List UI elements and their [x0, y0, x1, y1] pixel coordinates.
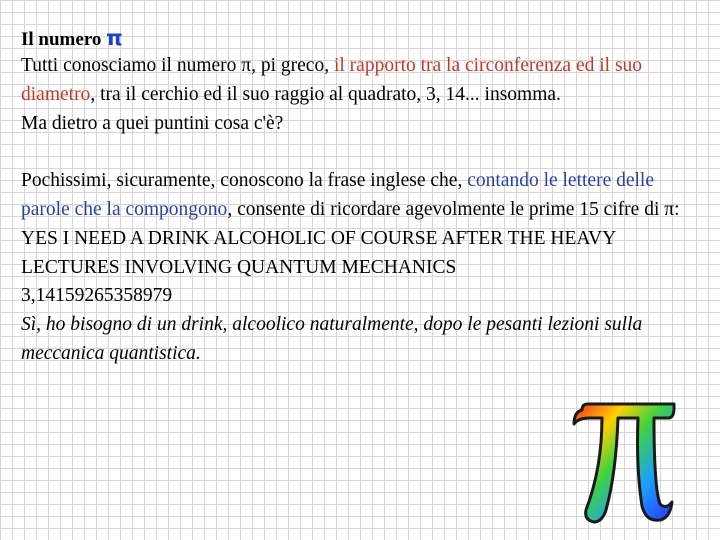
mnemonic-paragraph	[21, 167, 701, 225]
slide-title	[21, 24, 701, 52]
mnemonic-highlight: contando le lettere delle parole che la compongono	[21, 170, 655, 220]
mnemonic-text-end: , consente di ricordare agevolmente le prime 15 cifre di π:	[227, 198, 680, 220]
pi-digits: 3,14159265358979	[21, 285, 173, 307]
slide-content	[21, 24, 701, 369]
rainbow-pi-icon	[568, 398, 678, 528]
italian-translation: Sì, ho bisogno di un drink, alcoolico naturalmente, dopo le pesanti lezioni sulla meccanica quantistica.	[21, 314, 643, 364]
english-phrase: YES I NEED A DRINK ALCOHOLIC OF COURSE AFTER THE HEAVY LECTURES INVOLVING QUANTUM MECHANICS	[21, 227, 616, 278]
title-text: Il numero	[21, 29, 102, 50]
intro-highlight: il rapporto tra la circonferenza ed il suo diametro	[21, 55, 643, 105]
mnemonic-text-start: Pochissimi, sicuramente, conoscono la frase inglese che,	[21, 170, 468, 192]
title-pi-symbol: π	[106, 26, 123, 50]
question-line: Ma dietro a quei puntini cosa c'è?	[21, 112, 284, 134]
intro-text-end: , tra il cerchio ed il suo raggio al quadrato, 3, 14... insomma.	[90, 83, 561, 105]
intro-paragraph	[21, 52, 701, 110]
intro-text-start: Tutti conosciamo il numero π, pi greco,	[21, 55, 334, 76]
